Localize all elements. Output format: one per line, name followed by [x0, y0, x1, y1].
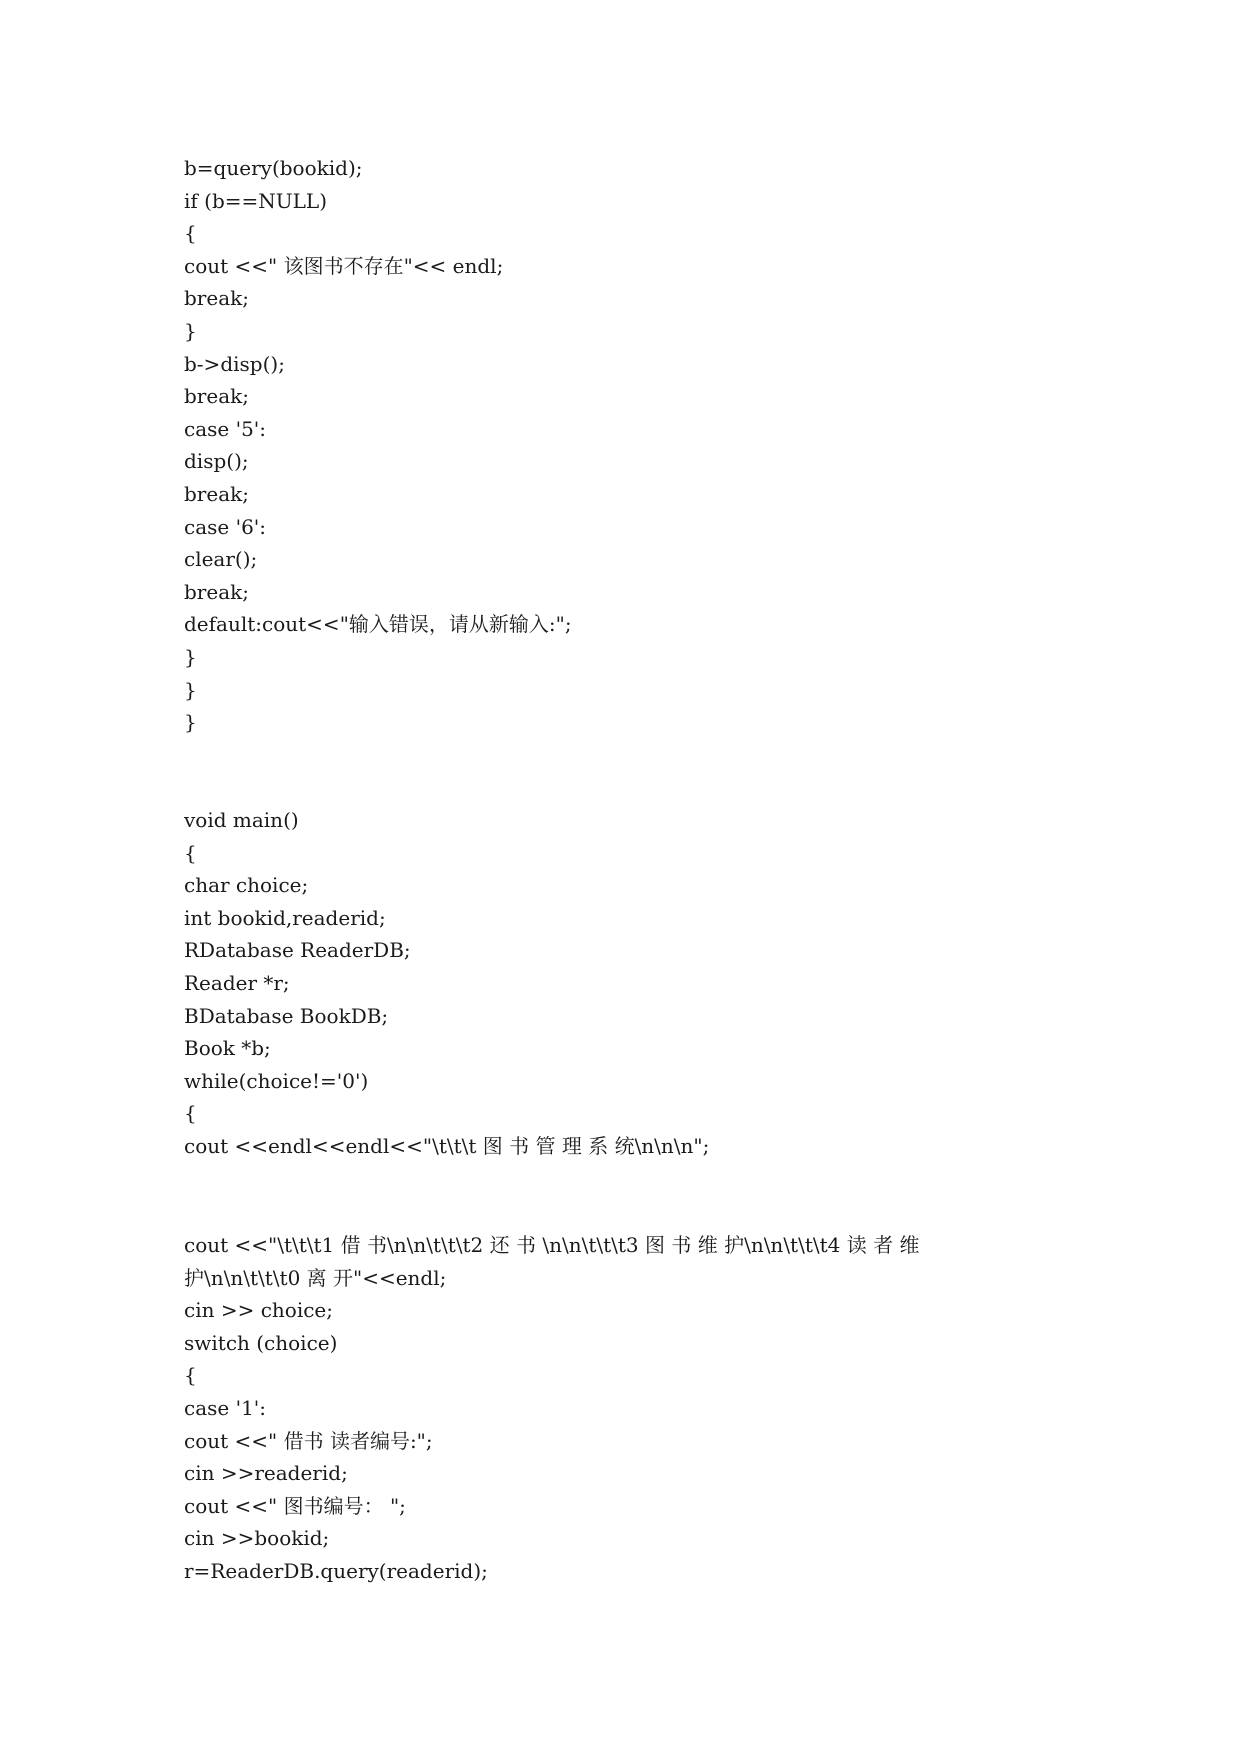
code-line: case '5':	[184, 416, 267, 441]
code-line: r=ReaderDB.query(readerid);	[184, 1558, 488, 1583]
code-line: cout <<" 该图书不存在"<< endl;	[184, 253, 504, 278]
code-block-1	[184, 152, 1084, 739]
code-line: case '1':	[184, 1395, 267, 1420]
code-line: {	[184, 1101, 197, 1126]
code-block-3	[184, 1229, 1084, 1588]
code-line: void main()	[184, 808, 299, 832]
code-line: cin >>bookid;	[184, 1526, 330, 1551]
code-line: break;	[184, 384, 249, 409]
code-line: cin >>readerid;	[184, 1461, 348, 1486]
code-line: cout <<" 借书 读者编号:";	[184, 1428, 433, 1453]
code-line: cout <<" 图书编号： ";	[184, 1493, 406, 1518]
code-line: break;	[184, 579, 249, 604]
code-line: switch (choice)	[184, 1330, 338, 1355]
code-line: while(choice!='0')	[184, 1068, 369, 1093]
code-line: {	[184, 221, 197, 246]
code-line: default:cout<<"输入错误，请从新输入:";	[184, 612, 572, 637]
code-line: Book *b;	[184, 1036, 271, 1061]
code-line-menu-part-1: cout <<"\t\t\t1 借 书\n\n\t\t\t2 还 书 \n\n\t\t\t3 图 书 维 护\n\n\t\t\t4 读 者 维	[184, 1233, 920, 1257]
code-line: char choice;	[184, 873, 309, 898]
code-line: RDatabase ReaderDB;	[184, 938, 411, 963]
code-line: break;	[184, 286, 249, 311]
code-block-2	[184, 804, 1084, 1163]
code-line: {	[184, 1363, 197, 1388]
code-line-menu-part-2: 护\n\n\t\t\t0 离 开"<<endl;	[184, 1265, 447, 1290]
code-line: {	[184, 840, 197, 865]
code-line: clear();	[184, 547, 258, 572]
code-line: }	[184, 644, 197, 669]
code-line: disp();	[184, 449, 249, 474]
code-line: b->disp();	[184, 351, 285, 376]
code-line: cin >> choice;	[184, 1298, 334, 1323]
code-line: break;	[184, 481, 249, 506]
code-line: }	[184, 710, 197, 735]
code-line: case '6':	[184, 514, 267, 539]
code-line: b=query(bookid);	[184, 156, 363, 180]
code-line: BDatabase BookDB;	[184, 1003, 389, 1028]
code-line: int bookid,readerid;	[184, 905, 386, 930]
code-line: }	[184, 318, 197, 343]
code-line: Reader *r;	[184, 970, 290, 995]
code-line: cout <<endl<<endl<<"\t\t\t 图 书 管 理 系 统\n\n\n";	[184, 1133, 710, 1158]
code-line: if (b==NULL)	[184, 188, 327, 213]
code-line: }	[184, 677, 197, 702]
